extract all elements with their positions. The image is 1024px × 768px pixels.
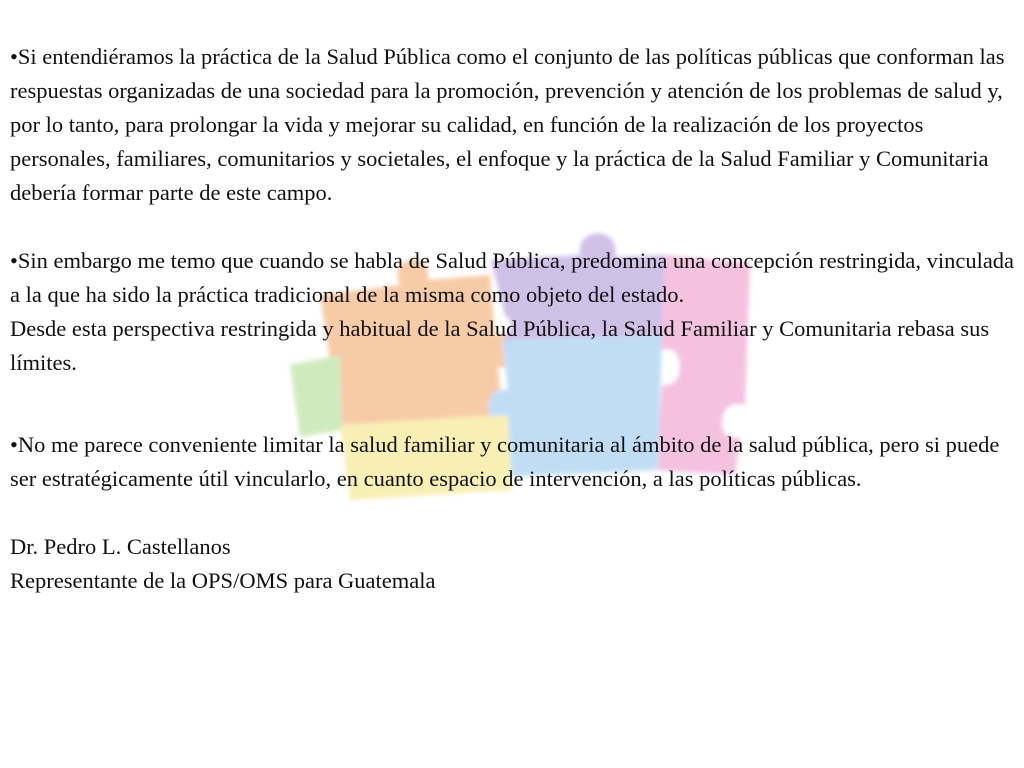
- paragraph-3: Desde esta perspectiva restringida y habitual de la Salud Pública, la Salud Familiar y Comunitaria rebasa sus límites.: [10, 316, 990, 375]
- signature-name: Dr. Pedro L. Castellanos: [10, 534, 231, 559]
- slide-text: [10, 40, 1018, 598]
- paragraph-1: •Si entendiéramos la práctica de la Salud Pública como el conjunto de las políticas públicas que conforman las respuestas organizadas de una sociedad para la promoción, prevención y atención de los problemas de salud y, por lo tanto, para prolongar la vida y mejorar su calidad, en función de la realización de los proyectos personales, familiares, comunitarios y societales, el enfoque y la práctica de la Salud Familiar y Comunitaria debería formar parte de este campo.: [10, 44, 1005, 205]
- paragraph-2: •Sin embargo me temo que cuando se habla de Salud Pública, predomina una concepción restringida, vinculada a la que ha sido la práctica tradicional de la misma como objeto del estado.: [10, 248, 1015, 307]
- signature-title: Representante de la OPS/OMS para Guatemala: [10, 568, 436, 593]
- paragraph-4: •No me parece conveniente limitar la salud familiar y comunitaria al ámbito de la salud pública, pero si puede ser estratégicamente útil vincularlo, en cuanto espacio de intervención, a las políticas públicas.: [10, 432, 1000, 491]
